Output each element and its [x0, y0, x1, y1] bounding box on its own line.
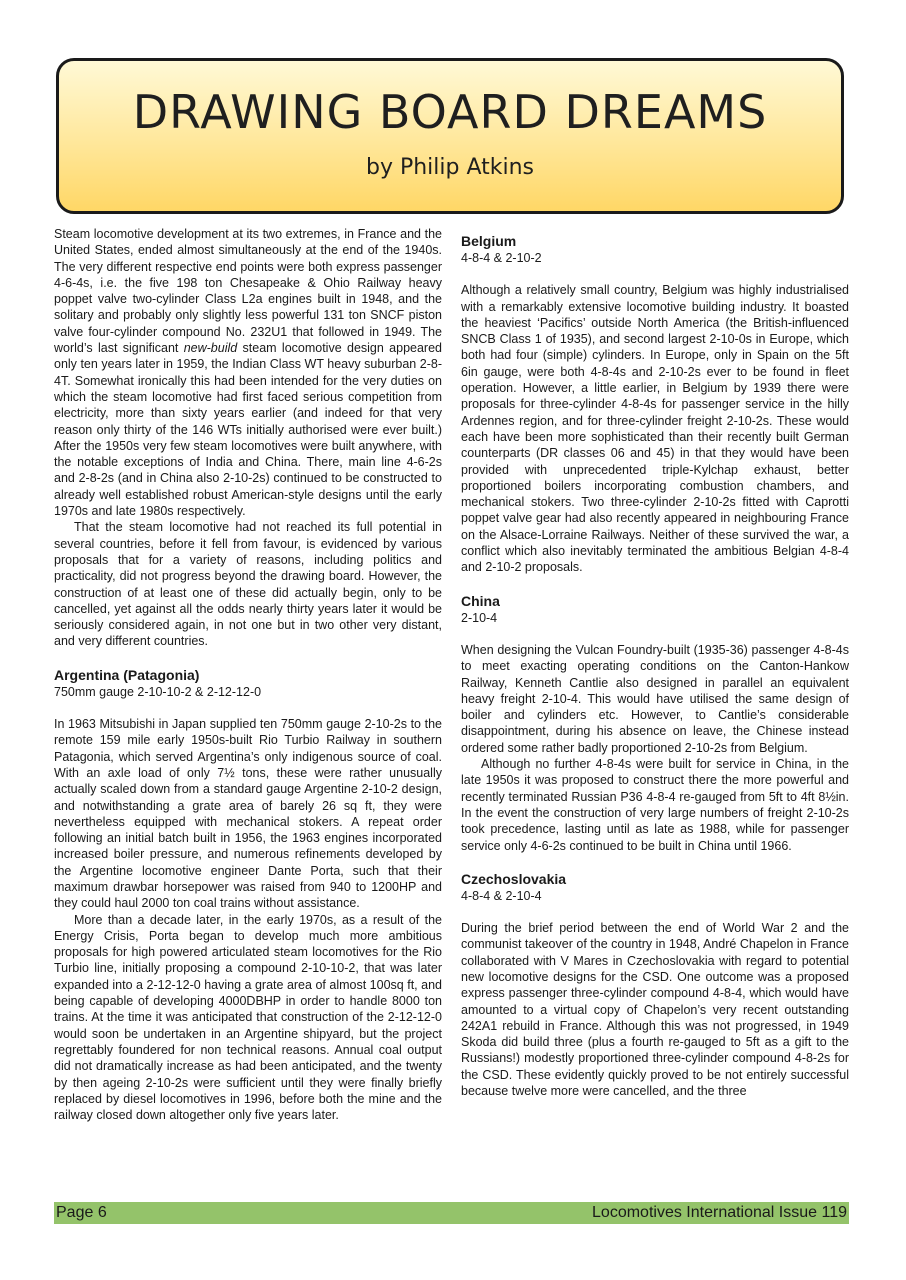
section-title-belgium: Belgium	[461, 233, 517, 249]
section-subtitle-czechoslovakia: 4-8-4 & 2-10-4	[461, 888, 542, 903]
section-gap	[461, 854, 849, 870]
page-number: Page 6	[56, 1204, 107, 1221]
section-subtitle-belgium: 4-8-4 & 2-10-2	[461, 251, 542, 265]
china-paragraph-1: When designing the Vulcan Foundry-built (1935-36) passenger 4-8-4s to meet exacting operating conditions on the Canton-Hankow Railway, Kenneth Cantlie also designed in parallel an equivalent heavy freight 2-10-4. This would have utilised the same design of boiler and cylinders etc. However, to Cantlie’s considerable disappointment, during his absence on leave, the Chinese instead ordered some rather badly proportioned 2-10-2s from Belgium.	[461, 642, 849, 755]
czechoslovakia-paragraph-1: During the brief period between the end of World War 2 and the communist takeover of the country in 1948, André Chapelon in France collaborated with V Mares in Czechoslovakia with regard to potential new locomotive designs for the CSD. One outcome was a proposed express passenger three-cylinder compound 4-8-4, which would have amounted to a virtual copy of Chapelon’s very recent outstanding 242A1 rebuild in France. Although this was not progressed, in 1949 Skoda did build three (plus a fourth re-gauged to 5ft as a gift to the Russians!) modestly proportioned three-cylinder compound 4-8-2s for the CSD. These evidently quickly proved to be not entirely successful because twelve more were cancelled, and the three	[461, 921, 849, 1099]
intro-text-italic: new-build	[183, 341, 238, 356]
belgium-paragraph-1: Although a relatively small country, Belgium was highly industrialised with a remarkably extensive locomotive building industry. It boasted the heaviest ‘Pacifics’ outside North America (the British-influenced SNCB Class 1 of 1935), and second largest 2-10-0s in Europe, which both had four (simple) cylinders. In Europe, only in Spain on the 5ft 6in gauge, were both 4-8-4s and 2-10-2s ever to be found in fleet operation. However, a little earlier, in Belgium by 1939 there were proposals for three-cylinder 4-8-4s for passenger service in the hilly Ardennes region, and for three-cylinder freight 2-10-2s. These would each have been more sophisticated than their recently built German counterparts (DR classes 06 and 45) in that they would have been provided with unprecedented triple-Kylchap exhaust, better proportioned boilers incorporating combustion chambers, and mechanical stokers. Two three-cylinder 2-10-2s fitted with Caprotti poppet valve gear had also recently appeared in neighbouring France on the Alsace-Lorraine Railways. Neither of these survived the war, a conflict which also inevitably terminated the ambitious Belgian 4-8-4 and 2-10-2 proposals.	[461, 283, 849, 575]
section-title-argentina: Argentina (Patagonia)	[54, 666, 200, 683]
intro-paragraph-2: That the steam locomotive had not reached its full potential in several countries, before it fell from favour, is evidenced by various proposals that for a variety of reasons, including politics and practicality, did not progress beyond the drawing board. However, the construction of at least one of these did actually begin, only to be cancelled, yet against all the odds nearly thirty years later it would be seriously considered again, in not one but in two other very distant, and very different countries.	[54, 520, 442, 649]
section-gap	[54, 650, 442, 666]
section-gap	[461, 576, 849, 592]
left-column	[54, 226, 442, 1123]
magazine-issue: Locomotives International Issue 119	[592, 1204, 847, 1221]
article-title: DRAWING BOARD DREAMS	[132, 85, 768, 139]
argentina-paragraph-1: In 1963 Mitsubishi in Japan supplied ten 750mm gauge 2-10-2s to the remote 159 mile early 1950s-built Rio Turbio Railway in southern Patagonia, which served Argentina’s only indigenous source of coal. With an axle load of only 7½ tons, these were rather unusually actually scaled down from a standard gauge Argentine 2-10-2 design, and notwithstanding a grate area of barely 26 sq ft, they were nevertheless equipped with mechanical stokers. A repeat order following an initial batch built in 1956, the 1963 engines incorporated increased boiler pressure, and numerous refinements developed by the Argentine locomotive engineer Dante Porta, such that their maximum drawbar horsepower was raised from 940 to 1200HP and they could haul 2000 ton coal trains without assistance.	[54, 717, 442, 911]
intro-text-b: steam locomotive design appeared only ten years later in 1959, the Indian Class WT heavy suburban 2-8-4T. Somewhat ironically this had been intended for the very duties on which the steam locomotive had first faced serious competition from electricity, more than sixty years earlier (and indeed for that very reason only thirty of the 146 WTs initially authorised were ever built.) After the 1950s very few steam locomotives were built anywhere, with the notable exceptions of India and China. There, main line 4-6-2s and 2-8-2s (and in China also 2-10-2s) continued to be constructed to already well established robust American-style designs until the early 1970s and late 1980s respectively.	[54, 341, 442, 519]
section-subtitle-argentina: 750mm gauge 2-10-10-2 & 2-12-12-0	[54, 684, 262, 699]
intro-text-a: Steam locomotive development at its two extremes, in France and the United States, ended almost simultaneously at the end of the 1940s. The very different respective end points were both express passenger 4-6-4s, i.e. the five 198 ton Chesapeake & Ohio Railway heavy poppet valve two-cylinder Class L2a engines built in 1948, and the solitary and probably only slightly less powerful 131 ton SNCF piston valve four-cylinder compound No. 232U1 that followed in 1949. The world’s last significant	[54, 227, 442, 356]
china-paragraph-2: Although no further 4-8-4s were built for service in China, in the late 1950s it was proposed to construct there the more powerful and recently terminated Russian P36 4-8-4 re-gauged from 5ft to 4ft 8½in. In the event the construction of very large numbers of freight 2-10-2s took precedence, lasting until as late as 1988, while for passenger service only 4-6-2s continued to be built in China until 1966.	[461, 757, 849, 853]
section-title-china: China	[461, 592, 500, 609]
article-byline: by Philip Atkins	[365, 155, 535, 180]
section-subtitle-china: 2-10-4	[461, 610, 498, 625]
section-title-czechoslovakia: Czechoslovakia	[461, 870, 567, 887]
intro-paragraph-1	[54, 226, 442, 519]
argentina-paragraph-2: More than a decade later, in the early 1970s, as a result of the Energy Crisis, Porta began to develop much more ambitious proposals for high powered articulated steam locomotives for the Rio Turbio line, initially proposing a compound 2-10-10-2, that was later expanded into a 2-12-12-0 having a grate area of almost 100sq ft, and being capable of developing 4000DBHP in order to handle 8000 ton trains. At the time it was anticipated that construction of the 2-12-12-0 would soon be undertaken in an Argentine shipyard, but the project regrettably foundered for non technical reasons. Annual coal output did not dramatically increase as had been anticipated, and the twenty by then ageing 2-10-2s were sufficient until they were finally briefly replaced by diesel locomotives in 1996, before both the mine and the railway closed down altogether only five years later.	[54, 912, 442, 1123]
title-banner	[56, 58, 844, 214]
page-footer	[54, 1202, 849, 1224]
right-column	[461, 226, 849, 1099]
